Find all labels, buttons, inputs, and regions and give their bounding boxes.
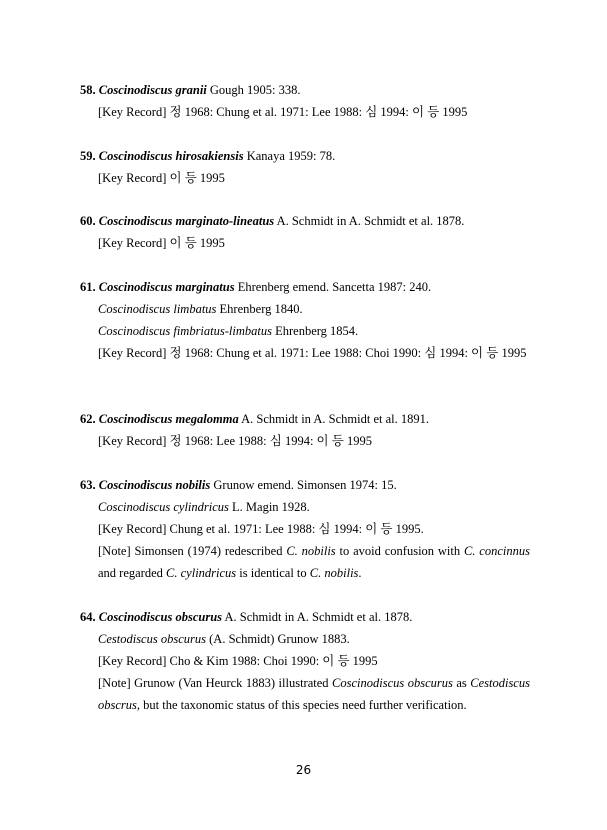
species-entry-60 — [80, 210, 530, 254]
species-authority: Gough 1905: 338. — [206, 83, 301, 97]
key-record: [Key Record] Chung et al. 1971: Lee 1988: 심 1994: 이 등 1995. — [98, 522, 424, 536]
note-text: is identical to — [236, 566, 310, 580]
species-name: Coscinodiscus hirosakiensis — [98, 149, 244, 163]
synonym-authority: Ehrenberg 1840. — [216, 302, 303, 316]
entry-heading — [80, 606, 530, 628]
entry-heading — [80, 276, 530, 298]
entry-number: 64. — [80, 610, 96, 624]
note — [98, 672, 530, 716]
entry-number: 63. — [80, 478, 96, 492]
entry-number: 59. — [80, 149, 96, 163]
entry-heading — [80, 474, 530, 496]
species-name: Coscinodiscus granii — [98, 83, 207, 97]
species-authority: A. Schmidt in A. Schmidt et al. 1878. — [222, 610, 413, 624]
synonym-name: Coscinodiscus cylindricus — [98, 500, 229, 514]
entry-number: 58. — [80, 83, 96, 97]
species-name: Coscinodiscus megalomma — [98, 412, 239, 426]
note-text: and regarded — [98, 566, 167, 580]
key-record: [Key Record] 정 1968: Chung et al. 1971: Lee 1988: 심 1994: 이 등 1995 — [98, 105, 468, 119]
key-record: [Key Record] Cho & Kim 1988: Choi 1990: 이 등 1995 — [98, 654, 378, 668]
species-name: Coscinodiscus nobilis — [98, 478, 211, 492]
note-taxon: Coscinodiscus obscurus — [332, 676, 453, 690]
species-authority: A. Schmidt in A. Schmidt et al. 1891. — [238, 412, 429, 426]
note-text: [Note] Simonsen (1974) redescribed — [98, 544, 287, 558]
note-text: . — [358, 566, 362, 580]
key-record: [Key Record] 정 1968: Chung et al. 1971: Lee 1988: Choi 1990: 심 1994: 이 등 1995 — [98, 346, 527, 360]
note-taxon: C. nobilis — [309, 566, 359, 580]
synonym-name: Coscinodiscus limbatus — [98, 302, 217, 316]
species-entry-61 — [80, 276, 530, 364]
species-authority: Kanaya 1959: 78. — [243, 149, 336, 163]
entry-heading — [80, 210, 530, 232]
species-authority: A. Schmidt in A. Schmidt et al. 1878. — [274, 214, 465, 228]
note-taxon: C. nobilis — [286, 544, 336, 558]
entry-heading — [80, 145, 530, 167]
entry-heading — [80, 79, 530, 101]
synonym-name: Coscinodiscus fimbriatus-limbatus — [98, 324, 272, 338]
synonym — [98, 628, 530, 650]
synonym — [98, 320, 530, 342]
synonym-authority: (A. Schmidt) Grunow 1883. — [206, 632, 350, 646]
key-record: [Key Record] 이 등 1995 — [98, 236, 225, 250]
synonym-name: Cestodiscus obscurus — [98, 632, 206, 646]
note-text: but the taxonomic status of this species need further verification. — [140, 698, 467, 712]
note — [98, 540, 530, 584]
key-record: [Key Record] 정 1968: Lee 1988: 심 1994: 이 등 1995 — [98, 434, 372, 448]
species-entry-58 — [80, 79, 530, 123]
note-taxon: C. concinnus — [463, 544, 530, 558]
entry-heading — [80, 408, 530, 430]
page-number: 26 — [295, 763, 312, 777]
entry-number: 60. — [80, 214, 96, 228]
note-text: [Note] Grunow (Van Heurck 1883) illustrated — [98, 676, 333, 690]
synonym — [98, 496, 530, 518]
species-entry-64 — [80, 606, 530, 716]
species-entry-62 — [80, 408, 530, 452]
note-text: to avoid confusion with — [335, 544, 464, 558]
species-name: Coscinodiscus obscurus — [98, 610, 223, 624]
note-taxon: C. cylindricus — [166, 566, 237, 580]
species-authority: Ehrenberg emend. Sancetta 1987: 240. — [234, 280, 432, 294]
synonym — [98, 298, 530, 320]
note-taxon: Cestodiscus obscrus, — [98, 676, 530, 712]
note-text: as — [452, 676, 471, 690]
entry-number: 61. — [80, 280, 96, 294]
synonym-authority: Ehrenberg 1854. — [271, 324, 359, 338]
species-name: Coscinodiscus marginato-lineatus — [98, 214, 275, 228]
species-authority: Grunow emend. Simonsen 1974: 15. — [210, 478, 397, 492]
entry-number: 62. — [80, 412, 96, 426]
synonym-authority: L. Magin 1928. — [228, 500, 310, 514]
species-name: Coscinodiscus marginatus — [98, 280, 235, 294]
key-record: [Key Record] 이 등 1995 — [98, 171, 225, 185]
species-entry-59 — [80, 145, 530, 189]
species-entry-63 — [80, 474, 530, 584]
